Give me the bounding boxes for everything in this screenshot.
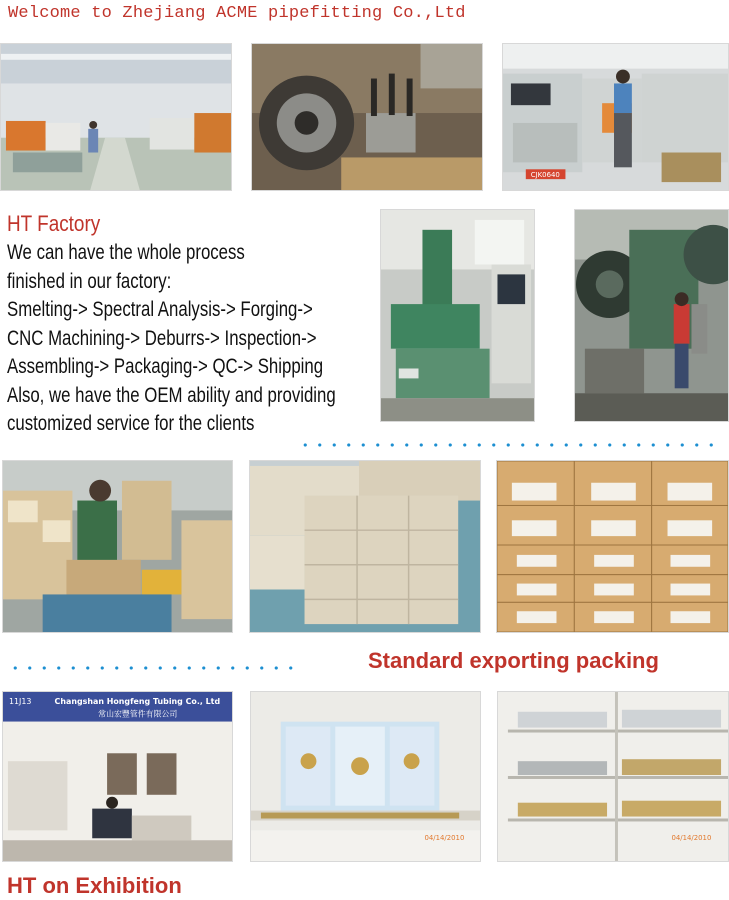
factory-line-7: customized service for the clients	[7, 412, 255, 435]
photo-cnc-operator	[502, 43, 729, 191]
photo-carton-stack	[496, 460, 729, 633]
packing-title: Standard exporting packing	[368, 648, 659, 673]
factory-line-3: Smelting-> Spectral Analysis-> Forging->	[7, 298, 313, 321]
photo-edm-machine	[380, 209, 535, 422]
photo-packed-pallets	[249, 460, 481, 633]
machine-label: CJK0640	[530, 171, 560, 180]
factory-line-4: CNC Machining-> Deburrs-> Inspection->	[7, 326, 317, 350]
factory-line-6: Also, we have the OEM ability and providing	[7, 383, 336, 407]
welcome-heading: Welcome to Zhejiang ACME pipefitting Co.,Ltd	[8, 4, 466, 23]
photo-factory-floor	[0, 43, 232, 191]
photo-cnc-lathe	[251, 43, 483, 191]
dotted-divider-packing	[8, 666, 300, 670]
factory-line-1: We can have the whole process	[7, 241, 245, 264]
photo-exhibition-posters	[250, 691, 481, 862]
factory-description	[7, 239, 336, 439]
date-stamp-1: 04/14/2010	[424, 834, 465, 843]
factory-line-2: finished in our factory:	[7, 269, 172, 293]
photo-packing-worker	[2, 460, 233, 633]
exhibition-title: HT on Exhibition	[7, 873, 182, 898]
factory-line-5: Assembling-> Packaging-> QC-> Shipping	[7, 355, 324, 378]
booth-name-cn: 常山宏豐管件有限公司	[98, 709, 178, 719]
booth-number: 11J13	[8, 696, 32, 706]
dotted-divider	[298, 443, 716, 447]
booth-name-en: Changshan Hongfeng Tubing Co., Ltd	[54, 696, 221, 706]
photo-exhibition-booth	[2, 691, 233, 862]
factory-title: HT Factory	[7, 211, 101, 236]
date-stamp-2: 04/14/2010	[671, 834, 712, 843]
photo-forging-press	[574, 209, 729, 422]
photo-exhibition-shelves	[497, 691, 729, 862]
